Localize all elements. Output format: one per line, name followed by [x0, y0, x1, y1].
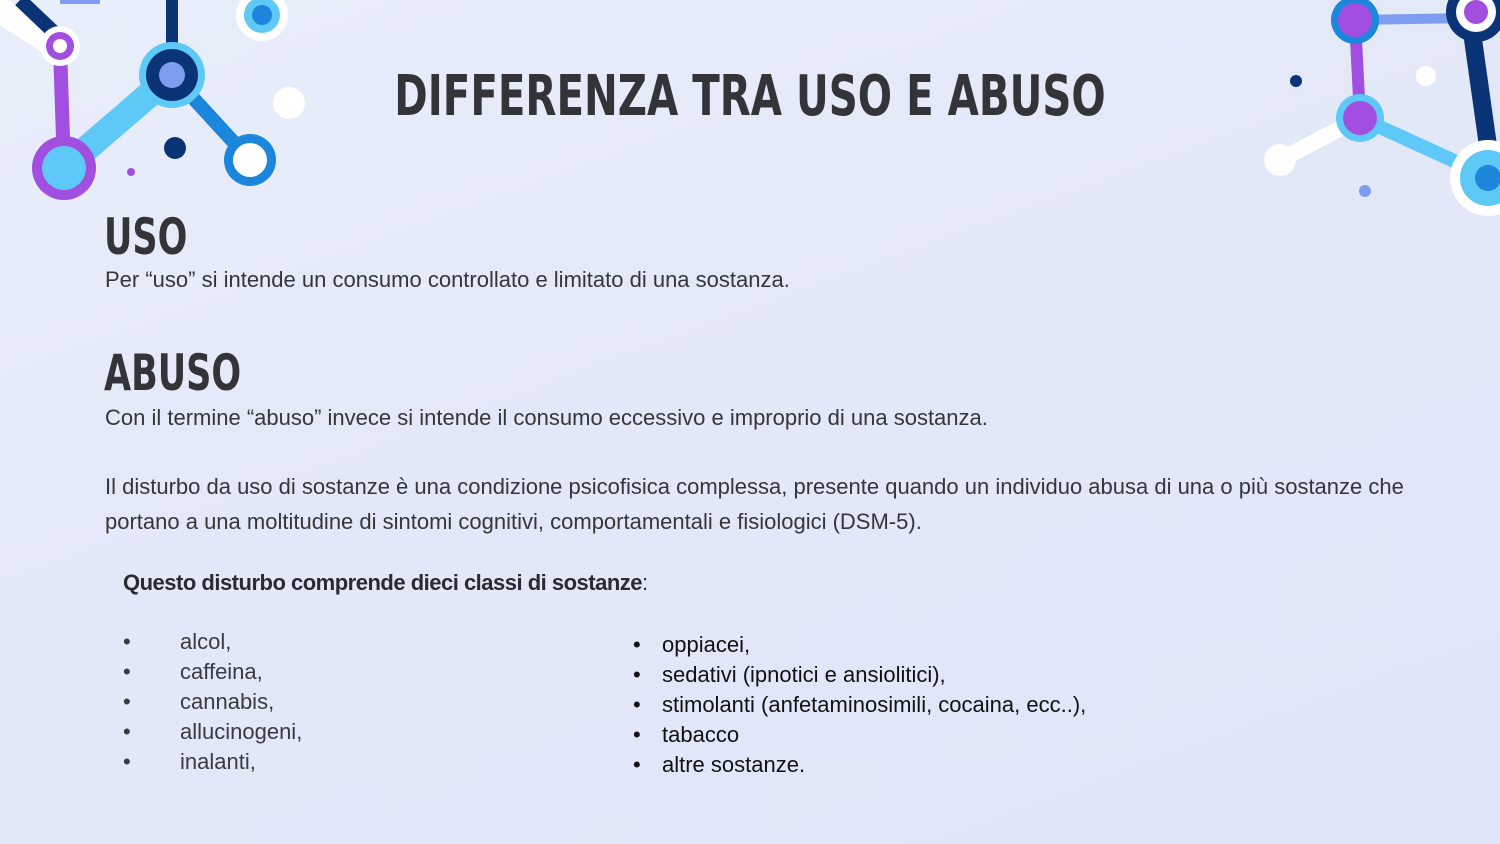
list-item: • inalanti,: [123, 747, 302, 777]
list-item: • caffeina,: [123, 657, 302, 687]
list-item: • tabacco: [633, 720, 1086, 750]
heading-uso: USO: [104, 208, 188, 266]
disturbo-paragraph: Il disturbo da uso di sostanze è una condizione psicofisica complessa, presente quando un individuo abusa di una o più sostanze che portano a una moltitudine di sintomi cognitivi, comportamentali e fisiologici (DSM-5).: [105, 474, 1404, 534]
list-item: • allucinogeni,: [123, 717, 302, 747]
uso-definition: Per “uso” si intende un consumo controllato e limitato di una sostanza.: [105, 267, 790, 292]
slide-title: DIFFERENZA TRA USO E ABUSO: [394, 64, 1106, 129]
list-item: • altre sostanze.: [633, 750, 1086, 780]
classi-label: Questo disturbo comprende dieci classi di sostanze: [123, 570, 643, 595]
classi-intro: [123, 565, 648, 600]
abuso-definition: Con il termine “abuso” invece si intende il consumo eccessivo e improprio di una sostanza.: [105, 405, 988, 430]
list-item: • sedativi (ipnotici e ansiolitici),: [633, 660, 1086, 690]
list-item: • cannabis,: [123, 687, 302, 717]
list-item: • alcol,: [123, 627, 302, 657]
classi-colon: :: [642, 570, 649, 595]
substance-list-right: [633, 630, 1086, 780]
heading-abuso: ABUSO: [104, 344, 242, 402]
list-item: • stimolanti (anfetaminosimili, cocaina, ecc..),: [633, 690, 1086, 720]
substance-list-left: [123, 627, 302, 777]
list-item: • oppiacei,: [633, 630, 1086, 660]
